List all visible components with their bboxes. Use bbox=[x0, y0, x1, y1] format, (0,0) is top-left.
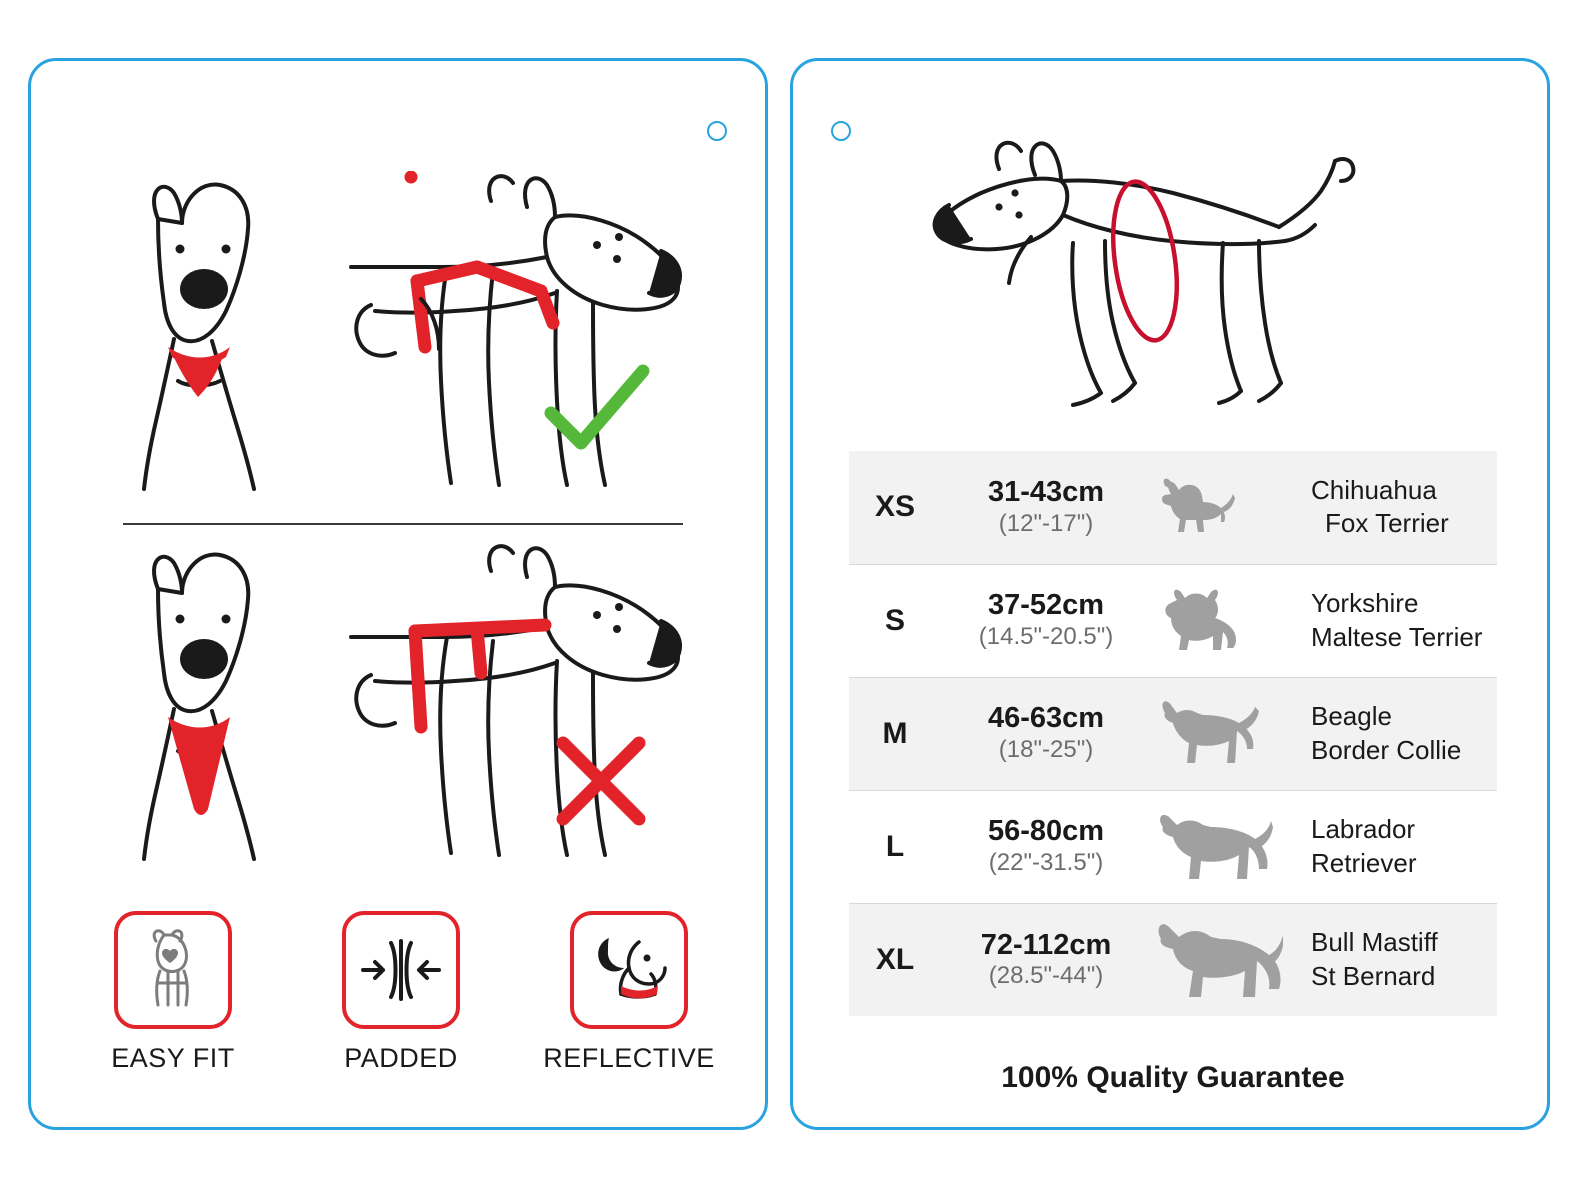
size-label: M bbox=[882, 716, 908, 750]
breed-names bbox=[1311, 790, 1497, 903]
girth-range-cm: 31-43cm bbox=[987, 476, 1105, 509]
table-row bbox=[849, 451, 1497, 564]
breed-name: Labrador bbox=[1311, 814, 1416, 845]
feature-reflective bbox=[539, 911, 719, 1074]
girth-range-in: (12ʺ-17ʺ) bbox=[998, 509, 1094, 537]
breed-name: Beagle bbox=[1311, 701, 1392, 732]
size-label: XS bbox=[874, 490, 916, 524]
girth-range bbox=[941, 790, 1151, 903]
girth-range-in: (28.5ʺ-44ʺ) bbox=[988, 962, 1104, 990]
table-row bbox=[849, 790, 1497, 903]
girth-range bbox=[941, 564, 1151, 677]
breed-name: St Bernard bbox=[1311, 960, 1436, 991]
feature-easy-fit bbox=[83, 911, 263, 1074]
girth-range-in: (18ʺ-25ʺ) bbox=[998, 735, 1094, 763]
dog-girth-measure-diagram bbox=[923, 111, 1423, 421]
girth-range bbox=[941, 451, 1151, 564]
incorrect-fit-row bbox=[31, 541, 771, 891]
breed-name: Yorkshire bbox=[1311, 588, 1419, 619]
feature-easy-fit-label: EASY FIT bbox=[111, 1043, 235, 1073]
feature-easy-fit-box bbox=[114, 911, 232, 1029]
breed-names bbox=[1311, 903, 1497, 1016]
size-label: L bbox=[885, 829, 905, 863]
mastiff-silhouette-icon bbox=[1151, 915, 1311, 1005]
table-row bbox=[849, 677, 1497, 790]
breed-silhouette-cell bbox=[1151, 903, 1311, 1016]
padding-lines-icon bbox=[359, 935, 443, 1005]
table-row bbox=[849, 564, 1497, 677]
punch-hole-icon bbox=[831, 121, 851, 141]
size-label: XL bbox=[875, 942, 915, 976]
breed-name: Border Collie bbox=[1311, 734, 1462, 765]
dog-side-incorrect bbox=[331, 541, 711, 871]
section-divider bbox=[123, 523, 683, 525]
feature-padded-label: PADDED bbox=[344, 1043, 458, 1073]
fit-instructions-card bbox=[28, 58, 768, 1130]
correct-check-icon bbox=[543, 361, 653, 461]
dog-harness-icon bbox=[134, 927, 212, 1013]
breed-name: Fox Terrier bbox=[1325, 508, 1449, 539]
dog-front-incorrect bbox=[116, 541, 336, 871]
feature-padded-box bbox=[342, 911, 460, 1029]
girth-range bbox=[941, 677, 1151, 790]
breed-names bbox=[1311, 564, 1497, 677]
feature-reflective-box bbox=[570, 911, 688, 1029]
border-collie-silhouette-icon bbox=[1151, 697, 1311, 771]
labrador-silhouette-icon bbox=[1151, 807, 1311, 887]
dog-side-correct bbox=[331, 171, 711, 501]
moon-night-dog-icon bbox=[587, 930, 671, 1010]
breed-silhouette-cell bbox=[1151, 790, 1311, 903]
breed-name: Chihuahua bbox=[1311, 474, 1437, 505]
table-row bbox=[849, 903, 1497, 1016]
size-label: S bbox=[884, 603, 905, 637]
girth-range-cm: 72-112cm bbox=[980, 928, 1112, 961]
feature-badges bbox=[31, 911, 771, 1074]
girth-range-cm: 56-80cm bbox=[987, 815, 1105, 848]
punch-hole-icon bbox=[707, 121, 727, 141]
breed-names bbox=[1311, 677, 1497, 790]
girth-range-cm: 37-52cm bbox=[987, 589, 1105, 622]
feature-reflective-label: REFLECTIVE bbox=[543, 1043, 715, 1073]
dog-front-correct bbox=[116, 171, 336, 501]
breed-silhouette-cell bbox=[1151, 451, 1311, 564]
breed-names bbox=[1311, 451, 1497, 564]
correct-fit-row bbox=[31, 171, 771, 521]
girth-range-in: (14.5ʺ-20.5ʺ) bbox=[978, 622, 1114, 650]
girth-range-cm: 46-63cm bbox=[987, 702, 1105, 735]
breed-silhouette-cell bbox=[1151, 677, 1311, 790]
girth-range bbox=[941, 903, 1151, 1016]
chihuahua-silhouette-icon bbox=[1151, 476, 1311, 538]
breed-name: Retriever bbox=[1311, 847, 1417, 878]
breed-name: Maltese Terrier bbox=[1311, 621, 1483, 652]
breed-name: Bull Mastiff bbox=[1311, 927, 1438, 958]
girth-range-in: (22ʺ-31.5ʺ) bbox=[988, 848, 1104, 876]
breed-silhouette-cell bbox=[1151, 564, 1311, 677]
feature-padded bbox=[311, 911, 491, 1074]
yorkshire-terrier-silhouette-icon bbox=[1151, 586, 1311, 656]
quality-guarantee-label: 100% Quality Guarantee bbox=[1001, 1061, 1345, 1094]
size-table bbox=[849, 451, 1497, 1016]
incorrect-cross-icon bbox=[551, 731, 651, 831]
size-chart-card bbox=[790, 58, 1550, 1130]
